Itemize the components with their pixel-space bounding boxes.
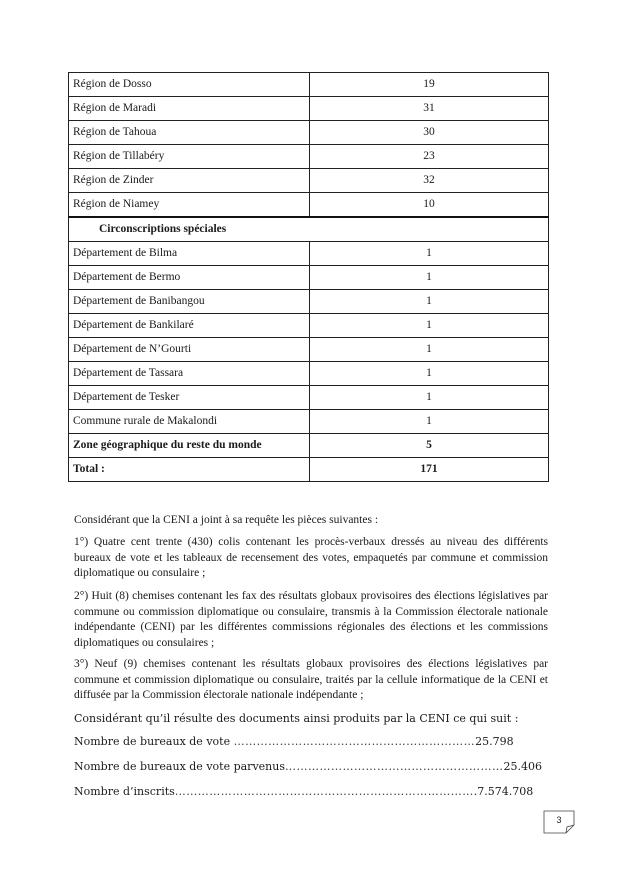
row-value: 1 bbox=[310, 242, 549, 266]
paragraph-item-3: 3°) Neuf (9) chemises contenant les résultats globaux provisoires des élections législatives par commune et commission diplomatique ou consulaire, traités par la cellule informatique de la CENI et diffusée par la Commission électorale nationale indépendante ; bbox=[74, 658, 548, 701]
table-row bbox=[69, 410, 549, 434]
row-label: Région de Maradi bbox=[69, 97, 310, 121]
row-value: 1 bbox=[310, 314, 549, 338]
row-label: Département de Bilma bbox=[69, 242, 310, 266]
stat-polling-stations-received bbox=[74, 760, 548, 773]
table-row bbox=[69, 242, 549, 266]
table-row bbox=[69, 121, 549, 145]
row-label: Département de N’Gourti bbox=[69, 338, 310, 362]
table-row bbox=[69, 266, 549, 290]
stat-value: 25.798 bbox=[475, 735, 514, 748]
table-row bbox=[69, 145, 549, 169]
row-label: Région de Dosso bbox=[69, 73, 310, 97]
stat-value: .7.574.708 bbox=[473, 785, 534, 798]
table-row bbox=[69, 169, 549, 193]
stat-polling-stations bbox=[74, 735, 548, 748]
row-value: 23 bbox=[310, 145, 549, 169]
row-label: Région de Tahoua bbox=[69, 121, 310, 145]
paragraph-item-2: 2°) Huit (8) chemises contenant les fax des résultats globaux provisoires des élections législatives par commune ou commission diplomatique ou consulaire, transmis à la Commission électorale nationale indépendante (CENI) par les différentes commissions régionales des élections et les commissions diplomatiques ou consulaires ; bbox=[74, 590, 548, 649]
page-number-badge bbox=[543, 810, 575, 834]
abroad-row bbox=[69, 434, 549, 458]
stat-leader-dots: ……………………………………………………… bbox=[233, 735, 476, 748]
row-label: Département de Tassara bbox=[69, 362, 310, 386]
row-label: Total : bbox=[69, 458, 310, 482]
table-row bbox=[69, 314, 549, 338]
table-row bbox=[69, 73, 549, 97]
total-row bbox=[69, 458, 549, 482]
row-value: 32 bbox=[310, 169, 549, 193]
row-value: 1 bbox=[310, 410, 549, 434]
row-label: Département de Bankilaré bbox=[69, 314, 310, 338]
row-value: 19 bbox=[310, 73, 549, 97]
row-label: Région de Zinder bbox=[69, 169, 310, 193]
seats-table-body bbox=[69, 73, 549, 482]
row-value: 1 bbox=[310, 290, 549, 314]
row-label: Département de Banibangou bbox=[69, 290, 310, 314]
stat-label: Nombre d’inscrits bbox=[74, 785, 175, 798]
row-label: Région de Niamey bbox=[69, 193, 310, 218]
stat-leader-dots: …………………………………………………………………… bbox=[174, 785, 474, 798]
row-label: Commune rurale de Makalondi bbox=[69, 410, 310, 434]
row-value: 1 bbox=[310, 362, 549, 386]
table-row bbox=[69, 97, 549, 121]
stat-value: 25.406 bbox=[503, 760, 542, 773]
row-value: 5 bbox=[310, 434, 549, 458]
row-value: 31 bbox=[310, 97, 549, 121]
section-title: Circonscriptions spéciales bbox=[69, 217, 549, 242]
seats-table bbox=[68, 72, 549, 482]
row-value: 10 bbox=[310, 193, 549, 218]
section-header-row bbox=[69, 217, 549, 242]
row-label: Région de Tillabéry bbox=[69, 145, 310, 169]
stat-registered-voters bbox=[74, 785, 548, 798]
table-row bbox=[69, 338, 549, 362]
table-row bbox=[69, 193, 549, 218]
row-value: 1 bbox=[310, 386, 549, 410]
stat-label: Nombre de bureaux de vote parvenus bbox=[74, 760, 285, 773]
table-row bbox=[69, 362, 549, 386]
table-row bbox=[69, 386, 549, 410]
row-label: Département de Bermo bbox=[69, 266, 310, 290]
row-value: 1 bbox=[310, 338, 549, 362]
row-label: Zone géographique du reste du monde bbox=[69, 434, 310, 458]
paragraph-considering-results: Considérant qu’il résulte des documents ainsi produits par la CENI ce qui suit : bbox=[74, 712, 519, 725]
row-value: 1 bbox=[310, 266, 549, 290]
row-value: 30 bbox=[310, 121, 549, 145]
stat-label: Nombre de bureaux de vote bbox=[74, 735, 234, 748]
row-value: 171 bbox=[310, 458, 549, 482]
paragraph-considering-documents: Considérant que la CENI a joint à sa requête les pièces suivantes : bbox=[74, 514, 379, 526]
page-number: 3 bbox=[556, 815, 562, 825]
row-label: Département de Tesker bbox=[69, 386, 310, 410]
stat-leader-dots: ………………………………………………… bbox=[284, 760, 504, 773]
paragraph-item-1: 1°) Quatre cent trente (430) colis contenant les procès-verbaux dressés au niveau des différents bureaux de vote et les tableaux de recensement des votes, empaquetés par commune et commission diplomatique ou consulaire ; bbox=[74, 536, 548, 579]
table-row bbox=[69, 290, 549, 314]
